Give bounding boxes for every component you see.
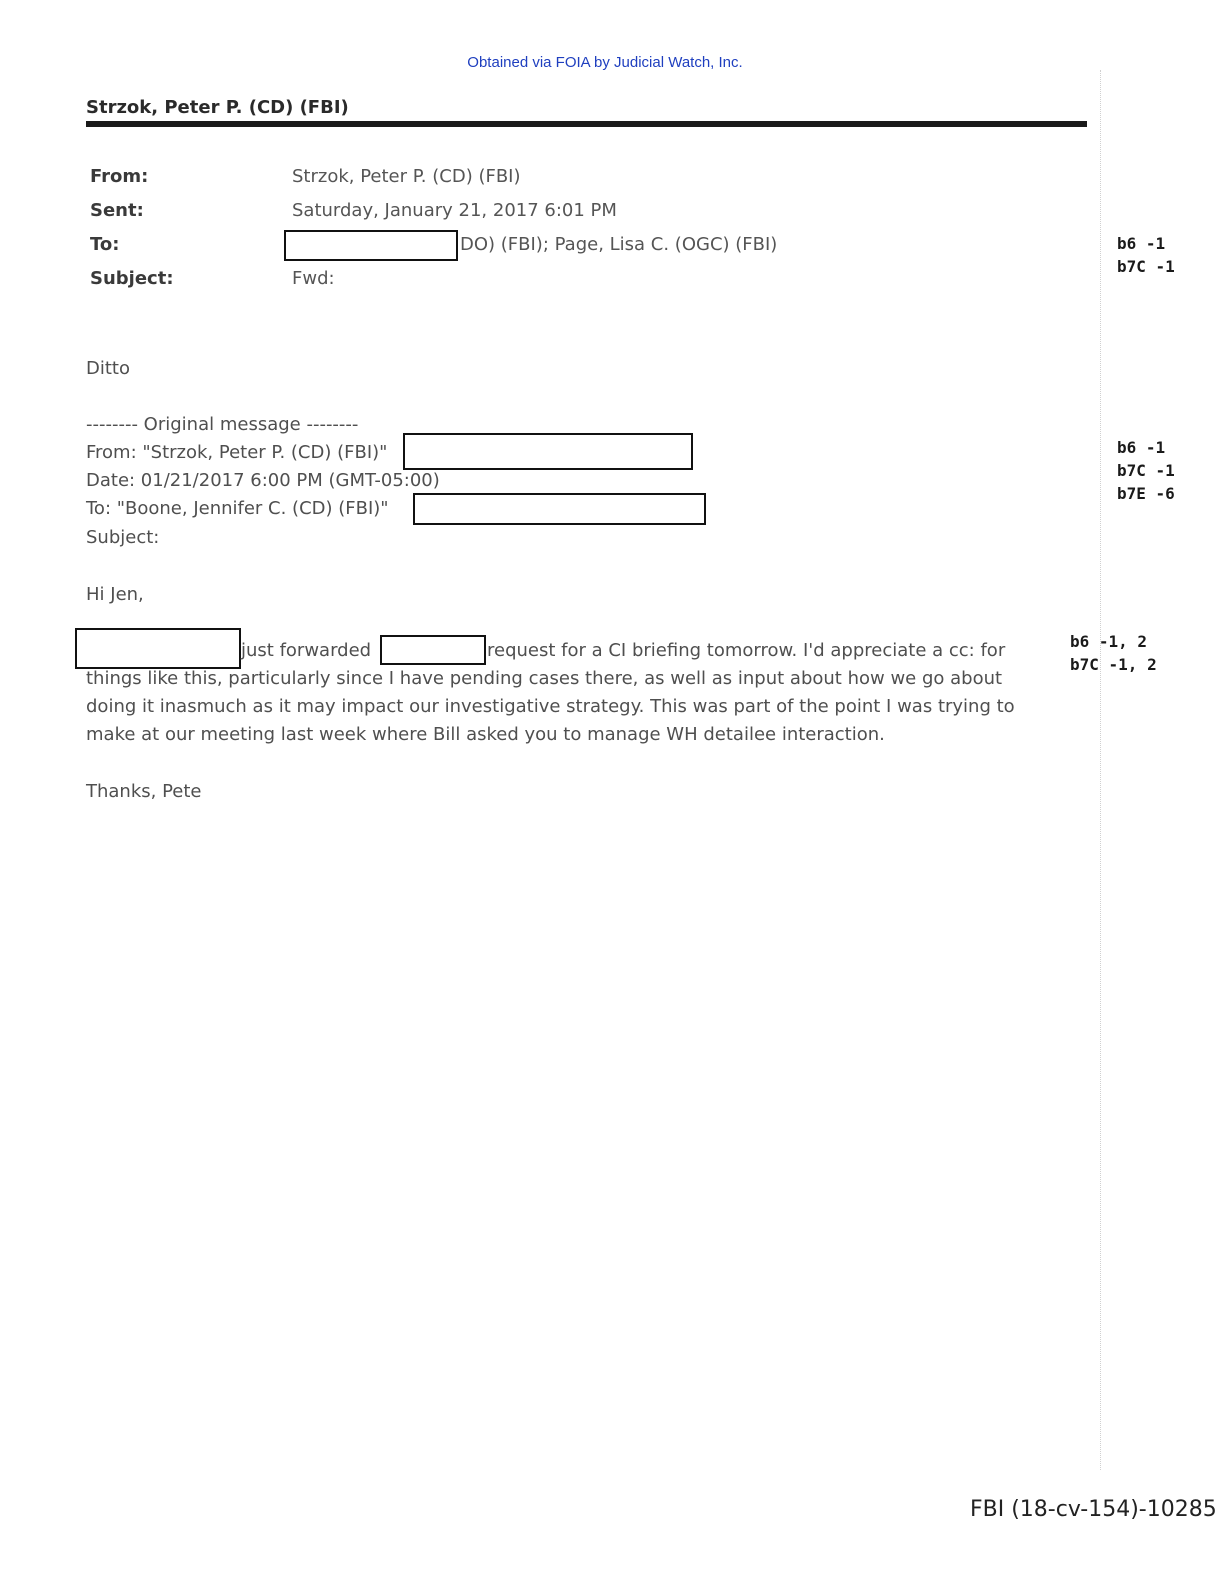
paragraph-line-4: make at our meeting last week where Bill asked you to manage WH detailee interaction. (86, 724, 885, 745)
exemption-code: b6 -1, 2 (1070, 632, 1148, 651)
paragraph-line-1b: request for a CI briefing tomorrow. I'd appreciate a cc: for (487, 640, 1006, 661)
document-title: Strzok, Peter P. (CD) (FBI) (86, 97, 349, 118)
exemption-code: b6 -1 (1117, 438, 1166, 457)
redaction-box (413, 493, 706, 525)
exemption-code: b7C -1 (1117, 461, 1175, 480)
ditto-text: Ditto (86, 358, 130, 379)
exemption-code: b6 -1 (1117, 234, 1166, 253)
exemption-codes-3 (1070, 630, 1157, 676)
redaction-box (380, 635, 486, 665)
paragraph-line-2: things like this, particularly since I have pending cases there, as well as input about how we go about (86, 668, 1003, 689)
title-divider (86, 121, 1087, 127)
from-value: Strzok, Peter P. (CD) (FBI) (292, 166, 521, 187)
bates-number: FBI (18-cv-154)-10285 (970, 1497, 1217, 1522)
exemption-code: b7C -1, 2 (1070, 655, 1157, 674)
foia-watermark: Obtained via FOIA by Judicial Watch, Inc. (467, 54, 743, 71)
redaction-box (284, 230, 458, 261)
to-value: DO) (FBI); Page, Lisa C. (OGC) (FBI) (460, 234, 778, 255)
paragraph-line-1a: just forwarded (241, 640, 372, 661)
redaction-box (403, 433, 693, 470)
exemption-code: b7E -6 (1117, 484, 1175, 503)
original-from: From: "Strzok, Peter P. (CD) (FBI)" (86, 442, 388, 463)
original-to: To: "Boone, Jennifer C. (CD) (FBI)" (86, 498, 389, 519)
sent-value: Saturday, January 21, 2017 6:01 PM (292, 200, 617, 221)
subject-value: Fwd: (292, 268, 335, 289)
paragraph-line-3: doing it inasmuch as it may impact our investigative strategy. This was part of the point I was trying to (86, 696, 1015, 717)
redaction-box (75, 628, 241, 669)
exemption-codes-2 (1117, 436, 1175, 505)
exemption-code: b7C -1 (1117, 257, 1175, 276)
from-label: From: (90, 166, 149, 187)
sent-label: Sent: (90, 200, 144, 221)
greeting: Hi Jen, (86, 584, 144, 605)
original-message-separator: -------- Original message -------- (86, 414, 359, 435)
original-date: Date: 01/21/2017 6:00 PM (GMT-05:00) (86, 470, 440, 491)
original-subject: Subject: (86, 527, 160, 548)
exemption-codes-1 (1117, 232, 1175, 278)
subject-label: Subject: (90, 268, 174, 289)
to-label: To: (90, 234, 120, 255)
signoff: Thanks, Pete (86, 781, 202, 802)
margin-divider (1100, 70, 1101, 1470)
